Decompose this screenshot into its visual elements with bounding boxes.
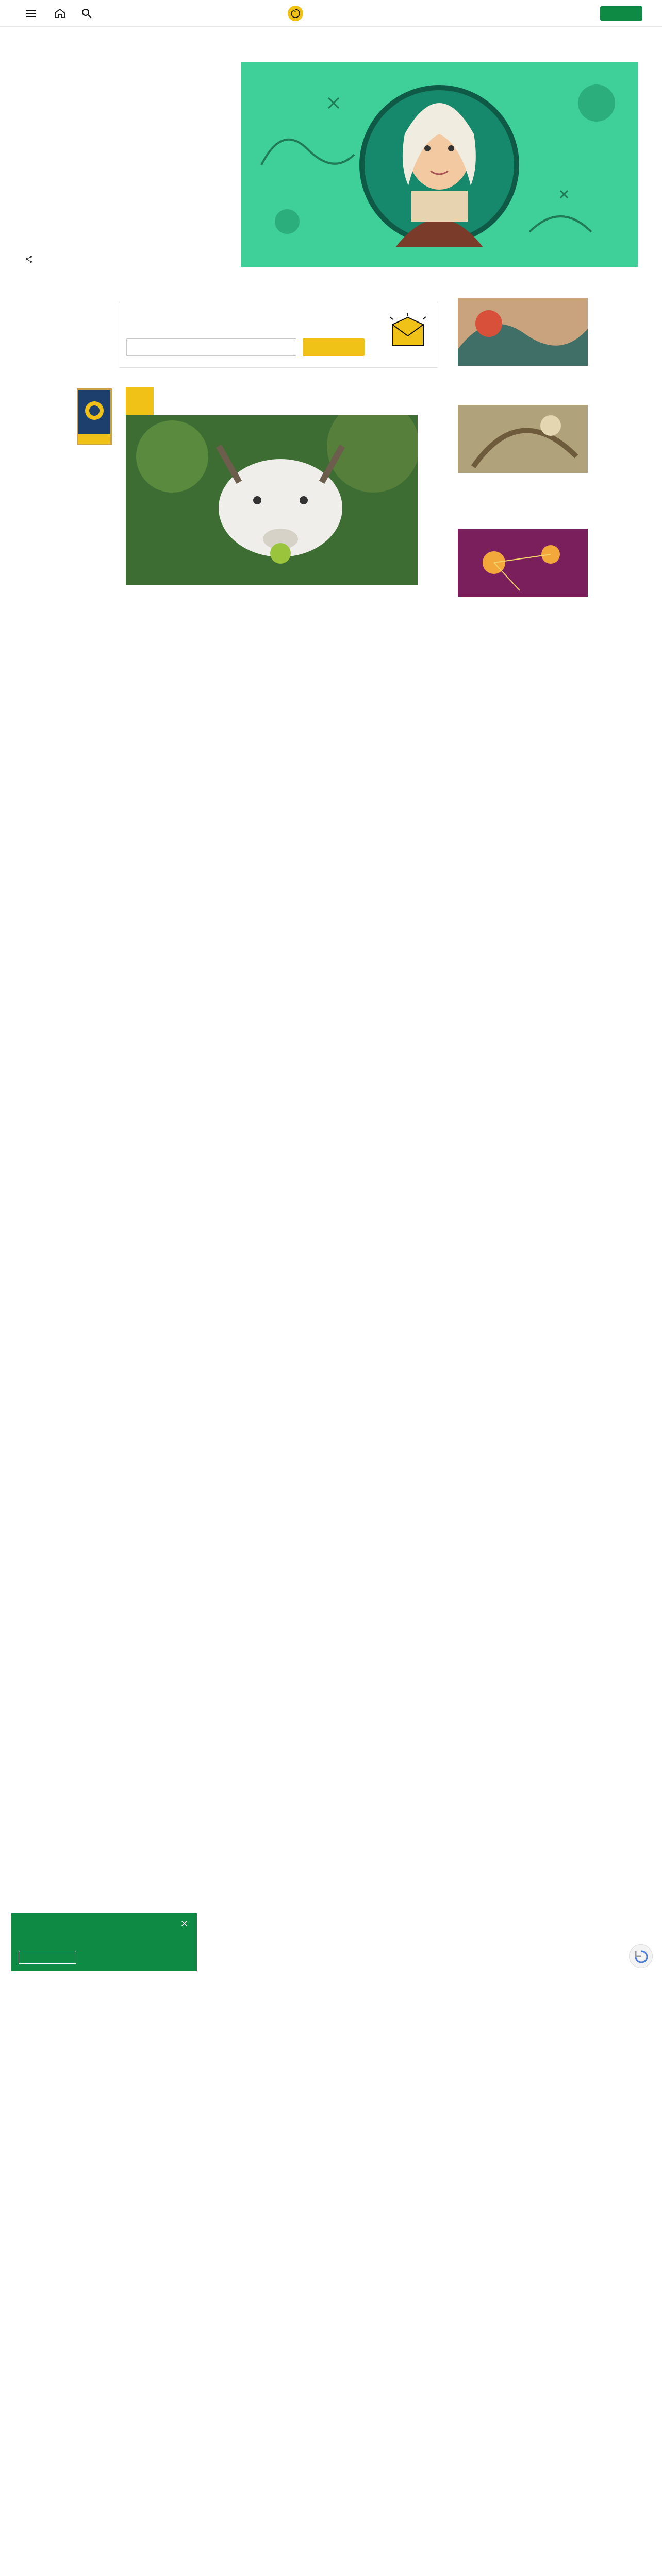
explore-button[interactable] — [78, 434, 110, 444]
membership-popup — [11, 1913, 197, 1971]
share-button[interactable] — [25, 255, 37, 263]
top-bar — [0, 0, 662, 27]
sidebar-image — [458, 405, 588, 473]
popup-join-button[interactable] — [19, 1951, 76, 1964]
menu-icon[interactable] — [25, 7, 37, 20]
search-icon[interactable] — [80, 7, 93, 20]
sidebar-card[interactable] — [458, 298, 588, 371]
drop-cap — [126, 387, 154, 415]
goat-photo — [126, 415, 418, 585]
envelope-icon — [387, 312, 428, 353]
join-button[interactable] — [600, 6, 642, 21]
book-cover — [77, 388, 112, 445]
close-icon[interactable]: ✕ — [180, 1919, 189, 1929]
newsletter-signup-button[interactable] — [303, 338, 365, 356]
newsletter-email-input[interactable] — [126, 338, 296, 356]
article-body — [126, 385, 418, 602]
sidebar-card[interactable] — [458, 405, 588, 478]
sidebar-image — [458, 298, 588, 366]
hero-illustration — [241, 62, 638, 267]
nautilus-logo[interactable] — [288, 6, 307, 21]
recaptcha-icon — [630, 1945, 653, 1969]
book-promo[interactable] — [77, 388, 112, 445]
newsletter-signup — [119, 302, 438, 368]
home-icon[interactable] — [54, 7, 66, 20]
recaptcha-badge[interactable] — [629, 1944, 653, 1968]
share-icon — [25, 255, 33, 263]
sidebar-image — [458, 529, 588, 597]
sidebar-card[interactable] — [458, 529, 588, 602]
nautilus-shell-icon — [288, 6, 303, 21]
